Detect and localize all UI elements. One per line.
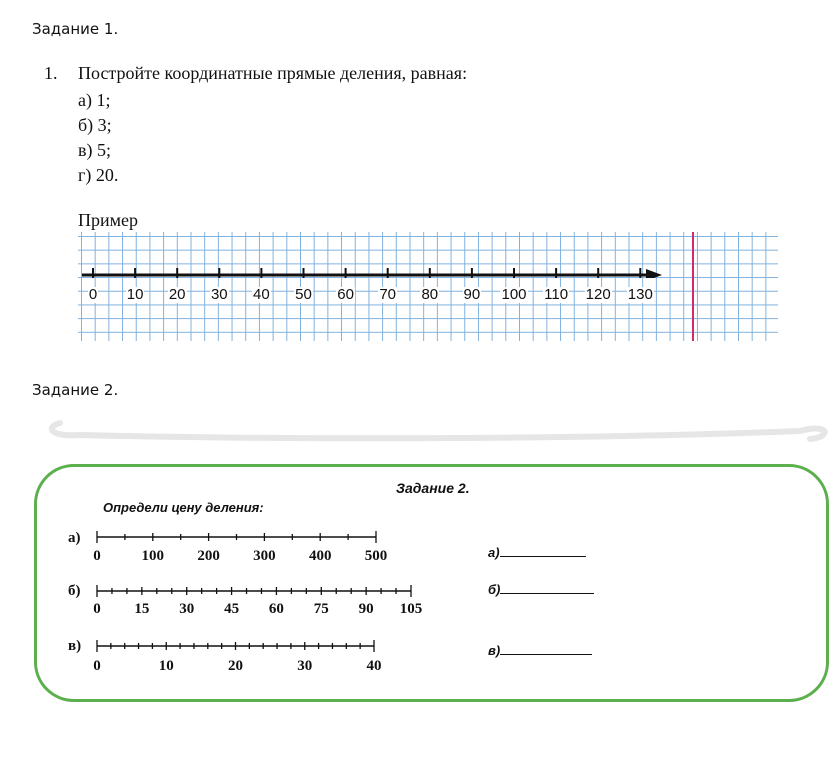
- axis-tick-label: 0: [88, 286, 98, 303]
- row-c-number-line: [95, 639, 395, 653]
- axis-tick-label: 50: [295, 286, 312, 303]
- number-line-label: 90: [358, 601, 374, 617]
- row-c-ticks: [97, 640, 374, 652]
- row-a-letter: а): [68, 530, 81, 546]
- row-c-letter: в): [68, 638, 82, 654]
- number-line-label: 500: [364, 548, 388, 564]
- number-line-label: 10: [158, 658, 174, 674]
- answer-a[interactable]: [488, 544, 586, 560]
- answer-a-label: а): [488, 545, 500, 560]
- number-line-label: 30: [179, 601, 195, 617]
- paper-smudge: [40, 415, 830, 445]
- task1-instruction-text: Постройте координатные прямые деления, равная:: [78, 63, 468, 83]
- number-line-label: 105: [399, 601, 423, 617]
- number-line-label: 0: [93, 658, 101, 674]
- axis-tick-label: 60: [337, 286, 354, 303]
- number-line-label: 0: [93, 548, 101, 564]
- row-b-number-line: [95, 584, 425, 598]
- card-title: Задание 2.: [396, 480, 470, 496]
- axis-tick-label: 120: [585, 286, 611, 303]
- number-line-label: 100: [141, 548, 165, 564]
- number-line-label: 400: [308, 548, 332, 564]
- task1-option-a: а) 1;: [78, 90, 111, 110]
- answer-b-blank[interactable]: [500, 581, 594, 594]
- axis-tick-label: 130: [627, 286, 653, 303]
- answer-b-label: б): [488, 582, 501, 597]
- number-line-label: 0: [93, 601, 101, 617]
- axis-tick-label: 80: [421, 286, 439, 303]
- number-line-label: 300: [253, 548, 276, 564]
- axis-tick-label: 90: [463, 286, 481, 303]
- task1-option-d: г) 20.: [78, 165, 119, 185]
- row-b-letter: б): [68, 583, 81, 599]
- number-line-label: 60: [268, 601, 284, 617]
- task1-number: 1.: [44, 63, 58, 83]
- answer-a-blank[interactable]: [500, 544, 586, 557]
- number-line-label: 200: [197, 548, 220, 564]
- axis-tick-label: 110: [544, 286, 569, 303]
- number-line-label: 45: [224, 601, 240, 617]
- task1-option-b: б) 3;: [78, 115, 112, 135]
- card-subtitle: Определи цену деления:: [103, 500, 264, 515]
- margin-line: [692, 232, 694, 341]
- answer-c-label: в): [488, 643, 501, 658]
- example-label: Пример: [78, 210, 139, 230]
- number-line-label: 15: [134, 601, 150, 617]
- answer-b[interactable]: [488, 581, 594, 597]
- task1-instruction: [44, 63, 467, 84]
- row-a-number-line: [95, 530, 395, 544]
- answer-c[interactable]: [488, 642, 592, 658]
- axis-tick-label: 20: [168, 286, 186, 303]
- axis-tick-label: 10: [126, 286, 144, 303]
- axis-tick-label: 70: [379, 286, 397, 303]
- number-line-label: 30: [297, 658, 313, 674]
- axis-tick-label: 100: [501, 286, 527, 303]
- number-line-label: 20: [228, 658, 243, 674]
- number-line-label: 75: [313, 601, 329, 617]
- axis-tick-label: 30: [210, 286, 228, 303]
- answer-c-blank[interactable]: [500, 642, 592, 655]
- task1-option-c: в) 5;: [78, 140, 111, 160]
- task1-heading: Задание 1.: [32, 20, 119, 38]
- number-line-label: 40: [366, 658, 382, 674]
- axis-tick-label: 40: [253, 286, 270, 303]
- example-number-line: [78, 258, 678, 278]
- task2-heading: Задание 2.: [32, 381, 119, 399]
- axis-arrow: [646, 269, 662, 278]
